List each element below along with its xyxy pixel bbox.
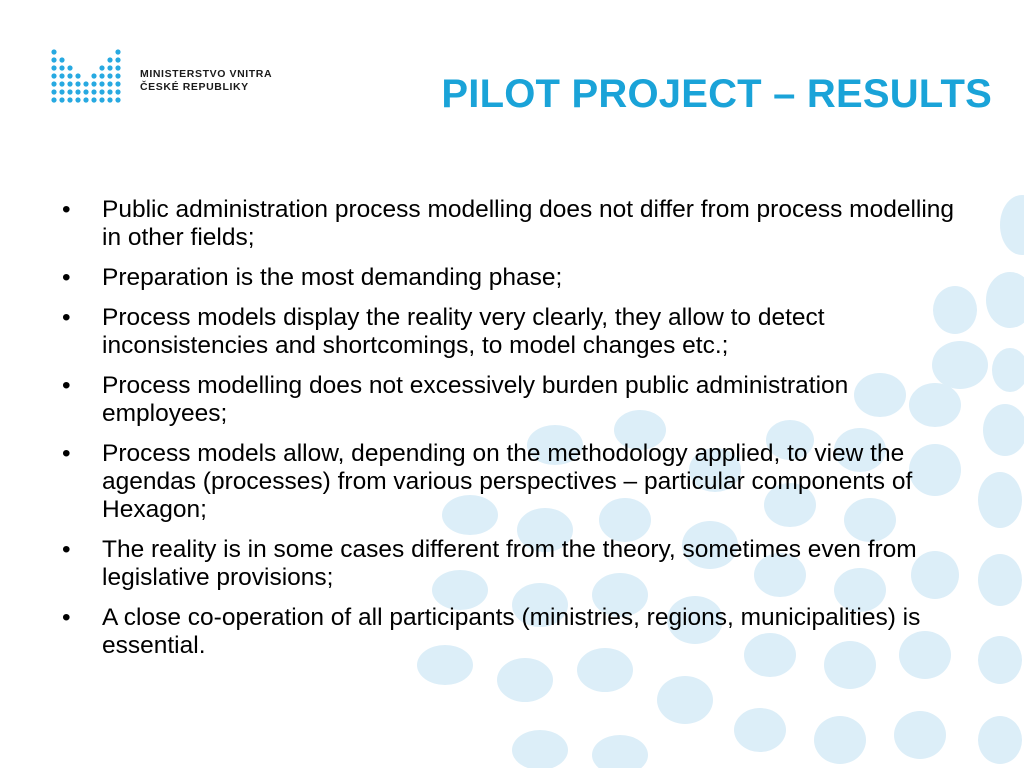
bullet-item: • Process models display the reality very clearly, they allow to detect inconsistencies and shortcomings, to model changes etc.; <box>62 304 972 360</box>
ministry-logo-icon <box>50 48 130 110</box>
bullet-item: • Public administration process modelling does not differ from process modelling in other fields; <box>62 196 972 252</box>
logo-line-1: MINISTERSTVO VNITRA <box>140 68 273 80</box>
bullet-item: • The reality is in some cases different from the theory, sometimes even from legislative provisions; <box>62 536 972 592</box>
bullet-item: • Process models allow, depending on the methodology applied, to view the agendas (processes) from various perspectives – particular components of Hexagon; <box>62 440 972 524</box>
ministry-logo <box>50 48 290 110</box>
bullet-list <box>62 196 972 672</box>
bullet-item: • Process modelling does not excessively burden public administration employees; <box>62 372 972 428</box>
bullet-item: • Preparation is the most demanding phase; <box>62 264 972 292</box>
slide-title: PILOT PROJECT – RESULTS <box>441 72 992 116</box>
logo-line-2: ČESKÉ REPUBLIKY <box>140 81 249 93</box>
ministry-logo-text <box>140 68 272 94</box>
bullet-item: • A close co-operation of all participants (ministries, regions, municipalities) is essential. <box>62 604 972 660</box>
